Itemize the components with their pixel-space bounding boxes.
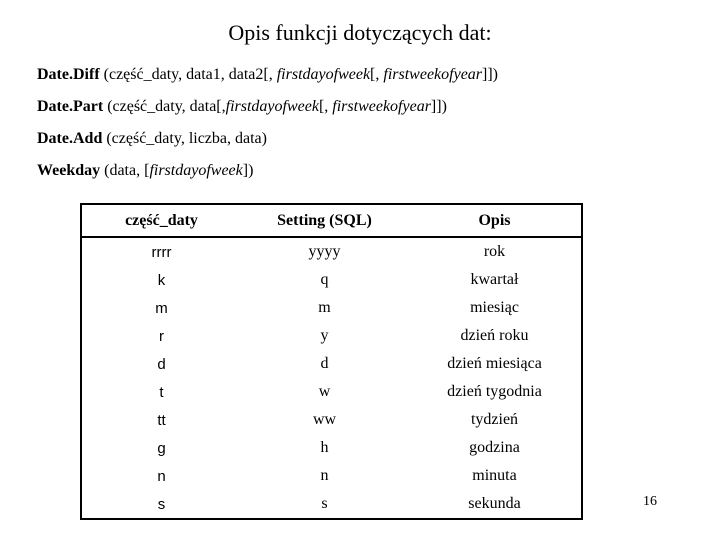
table-row [81, 434, 582, 462]
date-part-cell: n [157, 467, 166, 485]
table-row [81, 378, 582, 406]
function-arg-optional: firstweekofyear [383, 66, 483, 83]
setting-cell: q [320, 271, 329, 288]
description-cell: dzień tygodnia [447, 383, 542, 400]
date-part-cell: r [159, 327, 164, 345]
date-part-cell: rrrr [151, 243, 172, 261]
function-name: Date.Part [37, 98, 104, 115]
date-parts-table [80, 203, 583, 520]
setting-cell: s [321, 495, 328, 512]
function-name: Weekday [37, 162, 101, 179]
description-cell: dzień roku [460, 327, 529, 344]
page-number: 16 [643, 494, 657, 509]
date-part-cell: g [157, 439, 166, 457]
table-row [81, 490, 582, 519]
function-arg-optional: firstweekofyear [332, 98, 431, 115]
date-part-cell: s [157, 495, 166, 513]
function-args: ]) [242, 162, 254, 179]
setting-cell: y [320, 327, 329, 344]
setting-cell: w [318, 383, 331, 400]
table-header-row [81, 204, 582, 237]
setting-cell: ww [312, 411, 337, 428]
function-args: ]]) [430, 98, 447, 115]
table-row [81, 322, 582, 350]
description-cell: dzień miesiąca [447, 355, 542, 372]
function-name: Date.Diff [37, 66, 100, 83]
table-row [81, 294, 582, 322]
description-cell: godzina [469, 439, 520, 456]
function-date-diff [37, 66, 498, 84]
function-args: ]]) [482, 66, 498, 83]
function-args: (część_daty, data1, data2[, [99, 66, 277, 83]
description-cell: kwartał [470, 271, 519, 288]
table-row [81, 237, 582, 266]
date-part-cell: d [157, 355, 166, 373]
function-args: (data, [ [100, 162, 150, 179]
function-args: (część_daty, liczba, data) [102, 130, 267, 147]
column-header-description: Opis [408, 204, 582, 237]
setting-cell: m [318, 299, 331, 316]
description-cell: tydzień [470, 411, 519, 428]
date-part-cell: t [159, 383, 164, 401]
column-header-setting: Setting (SQL) [241, 204, 408, 237]
function-date-part [37, 98, 447, 116]
description-cell: sekunda [468, 495, 521, 512]
table-row [81, 350, 582, 378]
table-row [81, 266, 582, 294]
function-args: [, [318, 98, 333, 115]
function-arg-optional: firstdayofweek [149, 162, 243, 179]
date-part-cell: m [155, 299, 168, 317]
function-arg-optional: firstdayofweek [276, 66, 371, 83]
table-row [81, 406, 582, 434]
setting-cell: yyyy [308, 243, 341, 260]
function-date-add [37, 130, 267, 148]
table-row [81, 462, 582, 490]
function-args: [, [370, 66, 384, 83]
setting-cell: d [320, 355, 329, 372]
date-part-cell: k [157, 271, 166, 289]
function-arg-optional: firstdayofweek [225, 98, 319, 115]
setting-cell: n [320, 467, 329, 484]
description-cell: rok [483, 243, 506, 260]
function-args: (część_daty, data[, [103, 98, 226, 115]
description-cell: minuta [472, 467, 517, 484]
setting-cell: h [320, 439, 329, 456]
description-cell: miesiąc [470, 299, 519, 316]
function-name: Date.Add [37, 130, 103, 147]
page-title: Opis funkcji dotyczących dat: [228, 20, 492, 45]
function-weekday [37, 162, 253, 180]
date-part-cell: tt [157, 411, 166, 429]
column-header-date-part: część_daty [81, 204, 241, 237]
